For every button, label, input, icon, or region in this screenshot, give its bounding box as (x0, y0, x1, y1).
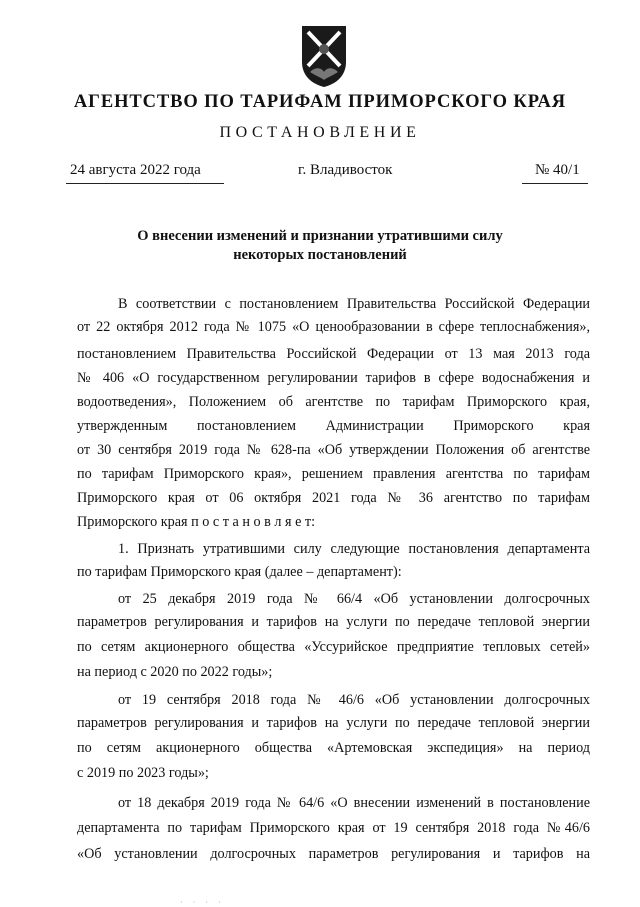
body-line: от 18 декабря 2019 года № 64/6 «О внесении изменений в постановление (118, 795, 590, 811)
body-line: постановлением Правительства Российской Федерации от 13 мая 2013 года (77, 346, 590, 362)
body-line: от 30 сентября 2019 года № 628-па «Об утверждении Положения об агентстве (77, 442, 590, 458)
document-number: № 40/1 (535, 162, 580, 178)
body-line: от 25 декабря 2019 года № 66/4 «Об установлении долгосрочных (118, 591, 590, 607)
body-line: на период с 2020 по 2022 годы»; (77, 664, 273, 680)
number-underline (522, 183, 588, 184)
body-line: от 22 октября 2012 года № 1075 «О ценообразовании в сфере теплоснабжения», (77, 319, 590, 335)
document-city: г. Владивосток (298, 162, 393, 178)
body-line: параметров регулирования и тарифов на услуги по передаче тепловой энергии (77, 715, 590, 731)
body-line: параметров регулирования и тарифов на услуги по передаче тепловой энергии (77, 614, 590, 630)
body-line: департамента по тарифам Приморского края от 19 сентября 2018 года №46/6 (77, 820, 590, 836)
agency-name: АГЕНТСТВО ПО ТАРИФАМ ПРИМОРСКОГО КРАЯ (73, 92, 567, 112)
date-underline (66, 183, 224, 184)
body-line: по сетям акционерного общества «Артемовская экспедиция» на период (77, 740, 590, 756)
body-line: по сетям акционерного общества «Уссурийское предприятие тепловых сетей» (77, 639, 590, 655)
body-line: утвержденным постановлением Администрации Приморского края (77, 418, 590, 434)
body-line: от 19 сентября 2018 года № 46/6 «Об установлении долгосрочных (118, 692, 590, 708)
document-title-line-2: некоторых постановлений (233, 247, 407, 263)
document-date: 24 августа 2022 года (70, 162, 201, 178)
document-title-line-1: О внесении изменений и признании утратившими силу (137, 228, 503, 244)
body-line: Приморского края от 06 октября 2021 года № 36 агентство по тарифам (77, 490, 590, 506)
body-line: по тарифам Приморского края (далее – департамент): (77, 564, 402, 580)
body-line: с 2019 по 2023 годы»; (77, 765, 209, 781)
scan-artifact-marks: · · · · (180, 898, 225, 907)
body-line: водоотведения», Положением об агентстве по тарифам Приморского края, (77, 394, 590, 410)
body-line: № 406 «О государственном регулировании тарифов в сфере водоснабжения и (77, 370, 590, 386)
body-line: В соответствии с постановлением Правительства Российской Федерации (118, 296, 590, 312)
body-line: «Об установлении долгосрочных параметров регулирования и тарифов на (77, 846, 590, 862)
document-type: ПОСТАНОВЛЕНИЕ (219, 124, 421, 141)
coat-of-arms-emblem (298, 22, 350, 88)
body-line: по тарифам Приморского края», решением правления агентства по тарифам (77, 466, 590, 482)
body-line: 1. Признать утратившими силу следующие постановления департамента (118, 541, 590, 557)
body-line: Приморского края п о с т а н о в л я е т: (77, 514, 316, 530)
